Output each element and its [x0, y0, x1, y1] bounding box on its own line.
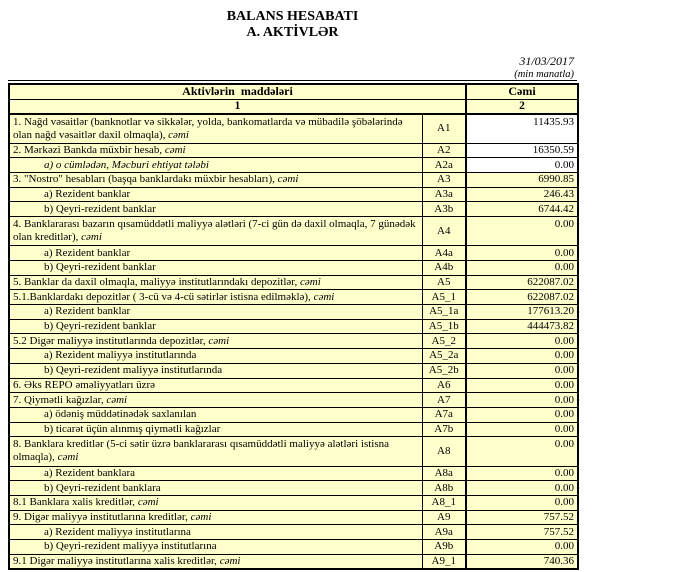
row-label: b) Qeyri-rezident maliyyə institutlarına	[9, 540, 422, 555]
report-title-line1: BALANS HESABATI	[226, 9, 359, 24]
header-items: Aktivlərin maddələri	[9, 84, 466, 99]
table-row	[9, 525, 578, 540]
row-label: a) Rezident banklara	[9, 466, 422, 481]
row-label: 8.1 Banklara xalis kreditlər, cəmi	[9, 496, 422, 511]
assets-table	[8, 83, 579, 570]
row-value: 0.00	[466, 261, 578, 276]
row-label: a) Rezident maliyyə institutlarına	[9, 525, 422, 540]
row-code: A9	[422, 510, 466, 525]
row-code: A8_1	[422, 496, 466, 511]
report-title	[8, 9, 577, 41]
row-label: b) Qeyri-rezident maliyyə institutlarında	[9, 363, 422, 378]
top-rule	[8, 80, 577, 81]
row-label: 3. "Nostro" hesabları (başqa banklardakı müxbir hesabları), cəmi	[9, 172, 422, 187]
table-row	[9, 393, 578, 408]
unit-note: (min manatla)	[514, 69, 574, 80]
table-row	[9, 114, 578, 144]
row-value: 757.52	[466, 510, 578, 525]
row-label: 5. Banklar da daxil olmaqla, maliyyə institutlarındakı depozitlər, cəmi	[9, 275, 422, 290]
row-code: A2a	[422, 158, 466, 173]
row-code: A5_1a	[422, 305, 466, 320]
row-code: A8	[422, 437, 466, 466]
row-value: 0.00	[466, 246, 578, 261]
row-value: 6744.42	[466, 202, 578, 217]
row-label: a) ödəniş müddətinədək saxlanılan	[9, 407, 422, 422]
row-code: A9b	[422, 540, 466, 555]
row-value: 740.36	[466, 554, 578, 569]
row-label: 9. Digər maliyyə institutlarına kreditlər, cəmi	[9, 510, 422, 525]
table-row	[9, 334, 578, 349]
row-label: 9.1 Digər maliyyə institutlarına xalis kreditlər, cəmi	[9, 554, 422, 569]
row-value: 11435.93	[466, 114, 578, 144]
row-code: A7a	[422, 407, 466, 422]
row-label: 2. Mərkəzi Bankda müxbir hesab, cəmi	[9, 143, 422, 158]
row-value: 177613.20	[466, 305, 578, 320]
row-label: a) Rezident banklar	[9, 305, 422, 320]
row-code: A5_2b	[422, 363, 466, 378]
row-label: b) Qeyri-rezident banklar	[9, 202, 422, 217]
row-value: 0.00	[466, 378, 578, 393]
header-total: Cəmi	[466, 84, 578, 99]
table-row	[9, 143, 578, 158]
table-row	[9, 422, 578, 437]
table-row	[9, 349, 578, 364]
table-row	[9, 363, 578, 378]
row-code: A1	[422, 114, 466, 144]
table-row	[9, 510, 578, 525]
row-code: A5_2	[422, 334, 466, 349]
row-code: A5_1	[422, 290, 466, 305]
row-code: A4a	[422, 246, 466, 261]
row-value: 0.00	[466, 481, 578, 496]
row-code: A6	[422, 378, 466, 393]
row-code: A7b	[422, 422, 466, 437]
table-row	[9, 275, 578, 290]
table-body	[9, 114, 578, 569]
row-value: 0.00	[466, 393, 578, 408]
row-value: 0.00	[466, 496, 578, 511]
table-row	[9, 305, 578, 320]
table-row	[9, 187, 578, 202]
report-title-line2: A. AKTİVLƏR	[246, 25, 339, 40]
column-number-1: 1	[9, 99, 466, 114]
row-code: A3a	[422, 187, 466, 202]
row-value: 0.00	[466, 363, 578, 378]
row-code: A9a	[422, 525, 466, 540]
row-label: 4. Banklararası bazarın qısamüddətli maliyyə alətləri (7-ci gün də daxil olmaqla, 7 günədək olan kreditlər), cəmi	[9, 216, 422, 245]
table-row	[9, 378, 578, 393]
row-code: A3	[422, 172, 466, 187]
row-value: 0.00	[466, 349, 578, 364]
table-row	[9, 466, 578, 481]
row-value: 0.00	[466, 540, 578, 555]
table-row	[9, 172, 578, 187]
table-row	[9, 246, 578, 261]
table-row	[9, 261, 578, 276]
table-row	[9, 496, 578, 511]
row-value: 6990.85	[466, 172, 578, 187]
row-value: 0.00	[466, 422, 578, 437]
row-value: 757.52	[466, 525, 578, 540]
row-value: 246.43	[466, 187, 578, 202]
row-label: a) Rezident banklar	[9, 246, 422, 261]
table-row	[9, 540, 578, 555]
row-label: 1. Nağd vəsaitlər (banknotlar və sikkələr, yolda, bankomatlarda və mübadilə şöbələrində olan nağd vəsaitlər daxil olmaqla), cəmi	[9, 114, 422, 144]
row-label: a) o cümlədən, Məcburi ehtiyat tələbi	[9, 158, 422, 173]
row-code: A4	[422, 216, 466, 245]
row-code: A8a	[422, 466, 466, 481]
table-row	[9, 290, 578, 305]
row-code: A7	[422, 393, 466, 408]
row-label: 5.1.Banklardakı depozitlər ( 3-cü və 4-cü sətirlər istisna edilməklə), cəmi	[9, 290, 422, 305]
row-value: 622087.02	[466, 275, 578, 290]
table-row	[9, 202, 578, 217]
row-code: A5	[422, 275, 466, 290]
row-label: b) Qeyri-rezident banklar	[9, 319, 422, 334]
row-value: 16350.59	[466, 143, 578, 158]
row-value: 0.00	[466, 158, 578, 173]
row-value: 0.00	[466, 216, 578, 245]
row-label: 5.2 Digər maliyyə institutlarında depozitlər, cəmi	[9, 334, 422, 349]
row-code: A5_2a	[422, 349, 466, 364]
row-label: b) Qeyri-rezident banklara	[9, 481, 422, 496]
row-code: A3b	[422, 202, 466, 217]
row-label: a) Rezident maliyyə institutlarında	[9, 349, 422, 364]
row-code: A4b	[422, 261, 466, 276]
row-value: 0.00	[466, 334, 578, 349]
row-label: 6. Əks REPO əməliyyatları üzrə	[9, 378, 422, 393]
table-row	[9, 158, 578, 173]
row-code: A5_1b	[422, 319, 466, 334]
table-row	[9, 481, 578, 496]
table-row	[9, 437, 578, 466]
table-row	[9, 216, 578, 245]
column-number-row	[9, 99, 578, 114]
row-label: b) Qeyri-rezident banklar	[9, 261, 422, 276]
table-row	[9, 554, 578, 569]
row-value: 444473.82	[466, 319, 578, 334]
row-label: b) ticarət üçün alınmış qiymətli kağızlar	[9, 422, 422, 437]
row-value: 0.00	[466, 437, 578, 466]
table-row	[9, 407, 578, 422]
row-value: 0.00	[466, 466, 578, 481]
table-row	[9, 319, 578, 334]
row-label: 8. Banklara kreditlər (5-ci sətir üzrə banklararası qısamüddətli maliyyə alətləri istisna olmaqla), cəmi	[9, 437, 422, 466]
row-code: A2	[422, 143, 466, 158]
row-code: A8b	[422, 481, 466, 496]
row-label: a) Rezident banklar	[9, 187, 422, 202]
row-value: 0.00	[466, 407, 578, 422]
table-header-row	[9, 84, 578, 99]
row-code: A9_1	[422, 554, 466, 569]
row-label: 7. Qiymətli kağızlar, cəmi	[9, 393, 422, 408]
column-number-2: 2	[466, 99, 578, 114]
report-date: 31/03/2017	[519, 54, 574, 68]
row-value: 622087.02	[466, 290, 578, 305]
